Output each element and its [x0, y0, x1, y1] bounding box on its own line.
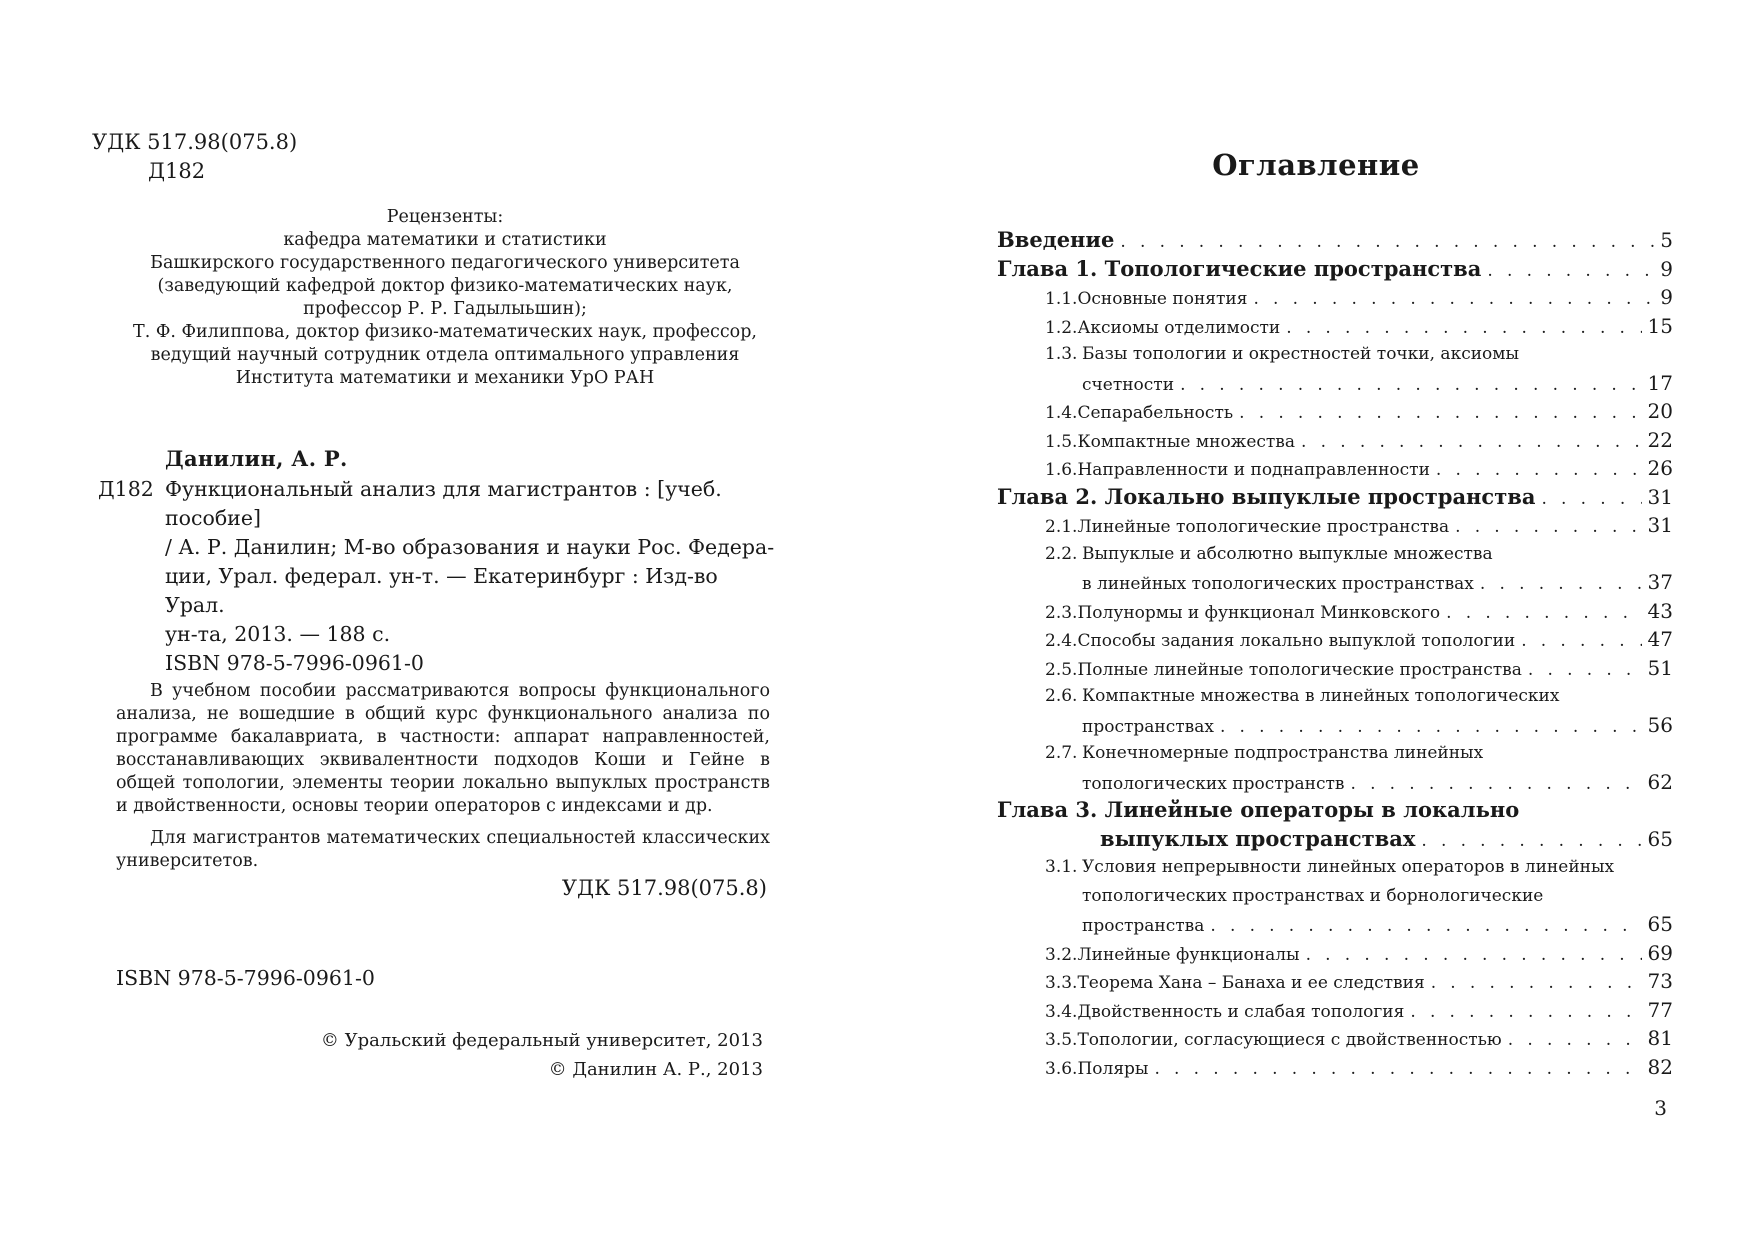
toc-entry-title: Топологии, согласующиеся с двойственностью — [1077, 1030, 1502, 1050]
toc-entry-2-2-cont[interactable] — [997, 568, 1673, 597]
toc-section-number: 2.1. — [1045, 517, 1078, 537]
toc-section-number: 3.4. — [1045, 1001, 1078, 1022]
toc-entry-page: 47 — [1647, 627, 1673, 651]
biblio-line: Функциональный анализ для магистрантов : [учеб. пособие] — [165, 477, 722, 530]
toc-entry-page: 22 — [1647, 427, 1673, 452]
toc-leader-dots — [1306, 941, 1642, 970]
toc-entry-title: Выпуклые и абсолютно выпуклые множества — [1082, 543, 1493, 564]
toc-leader-dots — [1239, 399, 1641, 428]
table-of-contents — [997, 226, 1673, 1081]
toc-entry-2-6[interactable] — [997, 682, 1673, 711]
toc-section-number: 3.2. — [1045, 944, 1078, 965]
toc-section-number: 2.6. — [1045, 686, 1078, 706]
toc-entry-title: Глава 1. Топологические пространства — [997, 255, 1482, 281]
toc-entry-page: 56 — [1647, 712, 1673, 737]
toc-entry-title: Конечномерные подпространства линейных — [1082, 743, 1484, 763]
toc-entry-3-1-cont[interactable] — [997, 882, 1673, 911]
toc-entry-page: 31 — [1647, 484, 1673, 509]
toc-entry-title: Направленности и поднаправленности — [1077, 460, 1430, 480]
toc-entry-title: Полунормы и функционал Минковского — [1077, 602, 1441, 623]
reviewers-line: Башкирского государственного педагогического университета — [150, 253, 740, 273]
udk-block-top — [92, 128, 297, 186]
toc-entry-page: 26 — [1647, 456, 1673, 480]
toc-entry-2-5[interactable] — [997, 654, 1673, 683]
toc-entry-3-3[interactable] — [997, 967, 1673, 996]
toc-entry-2-1[interactable] — [997, 511, 1673, 540]
toc-entry-2-3[interactable] — [997, 597, 1673, 626]
toc-leader-dots — [1446, 599, 1641, 628]
toc-entry-title: Поляры — [1077, 1058, 1149, 1079]
biblio-isbn: ISBN 978-5-7996-0961-0 — [165, 651, 424, 675]
toc-entry-page: 43 — [1647, 598, 1673, 623]
toc-entry-3-2[interactable] — [997, 939, 1673, 968]
toc-entry-page: 51 — [1647, 655, 1673, 680]
toc-entry-1-4[interactable] — [997, 397, 1673, 426]
toc-section-number: 2.3. — [1045, 602, 1078, 623]
toc-entry-title: в линейных топологических пространствах — [1082, 574, 1474, 594]
toc-leader-dots — [1154, 1055, 1641, 1084]
toc-entry-title: Глава 2. Локально выпуклые пространства — [997, 483, 1536, 509]
toc-entry-page: 62 — [1647, 769, 1673, 794]
left-page — [0, 0, 877, 1240]
toc-section-number: 2.5. — [1045, 659, 1078, 680]
toc-section-number: 1.1. — [1045, 289, 1078, 309]
toc-entry-title: топологических пространств — [1082, 773, 1345, 794]
toc-section-number: 3.1. — [1045, 857, 1078, 877]
toc-section-number: 2.7. — [1045, 743, 1078, 763]
toc-entry-page: 82 — [1647, 1054, 1673, 1079]
copyright-block — [321, 1026, 763, 1084]
toc-section-number: 3.3. — [1045, 973, 1078, 993]
abstract-paragraph: Для магистрантов математических специальностей классических университетов. — [116, 828, 770, 871]
toc-leader-dots — [1508, 1026, 1642, 1055]
udk-code-top: УДК 517.98(075.8) — [92, 130, 298, 154]
author-name: Данилин, А. Р. — [165, 446, 348, 471]
toc-section-number: 2.2. — [1045, 543, 1078, 564]
toc-entry-title: Условия непрерывности линейных операторов в линейных — [1082, 857, 1615, 877]
toc-leader-dots — [1431, 969, 1642, 998]
toc-entry-3-1[interactable] — [997, 853, 1673, 882]
toc-entry-chapter-3-cont[interactable] — [997, 825, 1673, 854]
abstract — [116, 680, 770, 882]
toc-leader-dots — [1120, 228, 1654, 257]
udk-code-bottom: УДК 517.98(075.8) — [561, 876, 767, 900]
toc-entry-2-2[interactable] — [997, 540, 1673, 569]
toc-entry-page: 65 — [1647, 912, 1673, 936]
toc-leader-dots — [1253, 285, 1654, 314]
toc-entry-title: Линейные функционалы — [1077, 944, 1300, 965]
reviewers-line: профессор Р. Р. Гадылыьшин); — [303, 299, 587, 319]
toc-entry-1-5[interactable] — [997, 426, 1673, 455]
toc-entry-1-3[interactable] — [997, 340, 1673, 369]
toc-entry-page: 9 — [1660, 285, 1673, 309]
toc-entry-page: 17 — [1647, 370, 1673, 395]
toc-entry-title: счетности — [1082, 374, 1175, 395]
toc-section-number: 1.6. — [1045, 460, 1078, 480]
reviewers-line: ведущий научный сотрудник отдела оптимального управления — [150, 345, 740, 365]
toc-entry-3-1-cont[interactable] — [997, 910, 1673, 939]
toc-leader-dots — [1286, 314, 1641, 343]
toc-entry-1-1[interactable] — [997, 283, 1673, 312]
toc-entry-3-4[interactable] — [997, 996, 1673, 1025]
toc-section-number: 3.5. — [1045, 1030, 1078, 1050]
toc-section-number: 2.4. — [1045, 631, 1078, 651]
copyright-line: © Данилин А. Р., 2013 — [548, 1059, 763, 1080]
reviewers-line: (заведующий кафедрой доктор физико-математических наук, — [157, 276, 733, 296]
toc-entry-page: 73 — [1647, 969, 1673, 993]
reviewers-line: Рецензенты: — [386, 207, 504, 227]
toc-section-number: 1.2. — [1045, 317, 1078, 338]
toc-leader-dots — [1455, 513, 1641, 542]
toc-entry-page: 69 — [1647, 940, 1673, 965]
toc-entry-title: Базы топологии и окрестностей точки, аксиомы — [1082, 344, 1520, 364]
toc-entry-2-7-cont[interactable] — [997, 768, 1673, 797]
toc-entry-1-6[interactable] — [997, 454, 1673, 483]
toc-section-number: 1.5. — [1045, 431, 1078, 452]
toc-title: Оглавление — [1212, 148, 1420, 182]
toc-entry-title: Глава 3. Линейные операторы в локально — [997, 797, 1520, 822]
toc-entry-title: Сепарабельность — [1077, 403, 1234, 423]
reviewers-line: Т. Ф. Филиппова, доктор физико-математических наук, профессор, — [133, 322, 757, 342]
reviewers-block — [120, 206, 770, 390]
right-page — [877, 0, 1755, 1240]
toc-entry-title: топологических пространствах и борнологические — [1082, 885, 1544, 906]
toc-entry-page: 20 — [1647, 399, 1673, 423]
toc-entry-page: 81 — [1647, 1026, 1673, 1050]
toc-entry-3-6[interactable] — [997, 1053, 1673, 1082]
biblio-line: ции, Урал. федерал. ун-т. — Екатеринбург : Изд-во Урал. — [165, 564, 718, 617]
biblio-code: Д182 — [98, 477, 154, 501]
bibliographic-record — [98, 475, 778, 678]
toc-entry-page: 9 — [1660, 256, 1673, 281]
toc-entry-title: Аксиомы отделимости — [1077, 317, 1281, 338]
toc-entry-page: 37 — [1647, 570, 1673, 594]
toc-entry-chapter-1[interactable] — [997, 255, 1673, 284]
toc-entry-page: 15 — [1647, 313, 1673, 338]
toc-entry-title: Компактные множества — [1077, 431, 1296, 452]
toc-entry-3-5[interactable] — [997, 1024, 1673, 1053]
biblio-line: ун-та, 2013. — 188 с. — [165, 622, 391, 646]
toc-leader-dots — [1301, 428, 1642, 457]
toc-entry-title: Теорема Хана – Банаха и ее следствия — [1077, 973, 1425, 993]
page-number: 3 — [1654, 1096, 1667, 1120]
toc-leader-dots — [1350, 770, 1641, 799]
toc-entry-title: Двойственность и слабая топология — [1077, 1001, 1405, 1022]
toc-entry-title: Основные понятия — [1077, 289, 1248, 309]
toc-entry-chapter-2[interactable] — [997, 483, 1673, 512]
abstract-paragraph: В учебном пособии рассматриваются вопросы функционального анализа, не вошедшие в общий курс функционального анализа по программе бакалавриата, в частности: аппарат направленностей, восстанавливающих эквивалентности подходов Коши и Гейне в общей топологии, элементы теории локально выпуклых пространств и двойственности, основы теории операторов с индексами и др. — [116, 681, 770, 816]
toc-entry-2-6-cont[interactable] — [997, 711, 1673, 740]
toc-entry-page: 77 — [1647, 997, 1673, 1022]
toc-entry-1-2[interactable] — [997, 312, 1673, 341]
toc-leader-dots — [1521, 627, 1641, 656]
toc-entry-title: выпуклых пространствах — [1100, 825, 1416, 851]
toc-entry-page: 5 — [1660, 228, 1673, 252]
reviewers-line: кафедра математики и статистики — [283, 230, 607, 250]
toc-leader-dots — [1436, 456, 1642, 485]
toc-entry-intro[interactable] — [997, 226, 1673, 255]
toc-entry-title: пространствах — [1082, 716, 1214, 737]
reviewers-line: Института математики и механики УрО РАН — [235, 368, 655, 388]
toc-entry-title: Введение — [997, 227, 1115, 252]
author-code-top: Д182 — [148, 159, 206, 183]
toc-leader-dots — [1210, 912, 1641, 941]
toc-leader-dots — [1421, 827, 1641, 856]
toc-entry-page: 65 — [1647, 826, 1673, 851]
toc-section-number: 1.4. — [1045, 403, 1078, 423]
toc-entry-1-3-cont[interactable] — [997, 369, 1673, 398]
toc-entry-2-4[interactable] — [997, 625, 1673, 654]
toc-section-number: 1.3. — [1045, 344, 1078, 364]
toc-entry-2-7[interactable] — [997, 739, 1673, 768]
toc-leader-dots — [1480, 570, 1642, 599]
toc-entry-title: Полные линейные топологические пространства — [1077, 659, 1522, 680]
toc-leader-dots — [1487, 257, 1654, 286]
toc-entry-page: 31 — [1647, 513, 1673, 537]
toc-entry-title: Способы задания локально выпуклой топологии — [1077, 631, 1516, 651]
toc-leader-dots — [1528, 656, 1642, 685]
toc-section-number: 3.6. — [1045, 1058, 1078, 1079]
toc-leader-dots — [1541, 485, 1641, 514]
toc-leader-dots — [1220, 713, 1642, 742]
toc-entry-chapter-3[interactable] — [997, 796, 1673, 825]
toc-entry-title: Линейные топологические пространства — [1077, 517, 1450, 537]
toc-entry-title: Компактные множества в линейных топологических — [1082, 686, 1560, 706]
toc-leader-dots — [1410, 998, 1641, 1027]
biblio-line: / А. Р. Данилин; М-во образования и науки Рос. Федера- — [165, 535, 775, 559]
copyright-line: © Уральский федеральный университет, 2013 — [320, 1030, 763, 1051]
toc-leader-dots — [1180, 371, 1641, 400]
isbn: ISBN 978-5-7996-0961-0 — [116, 966, 375, 990]
toc-entry-title: пространства — [1082, 916, 1205, 936]
